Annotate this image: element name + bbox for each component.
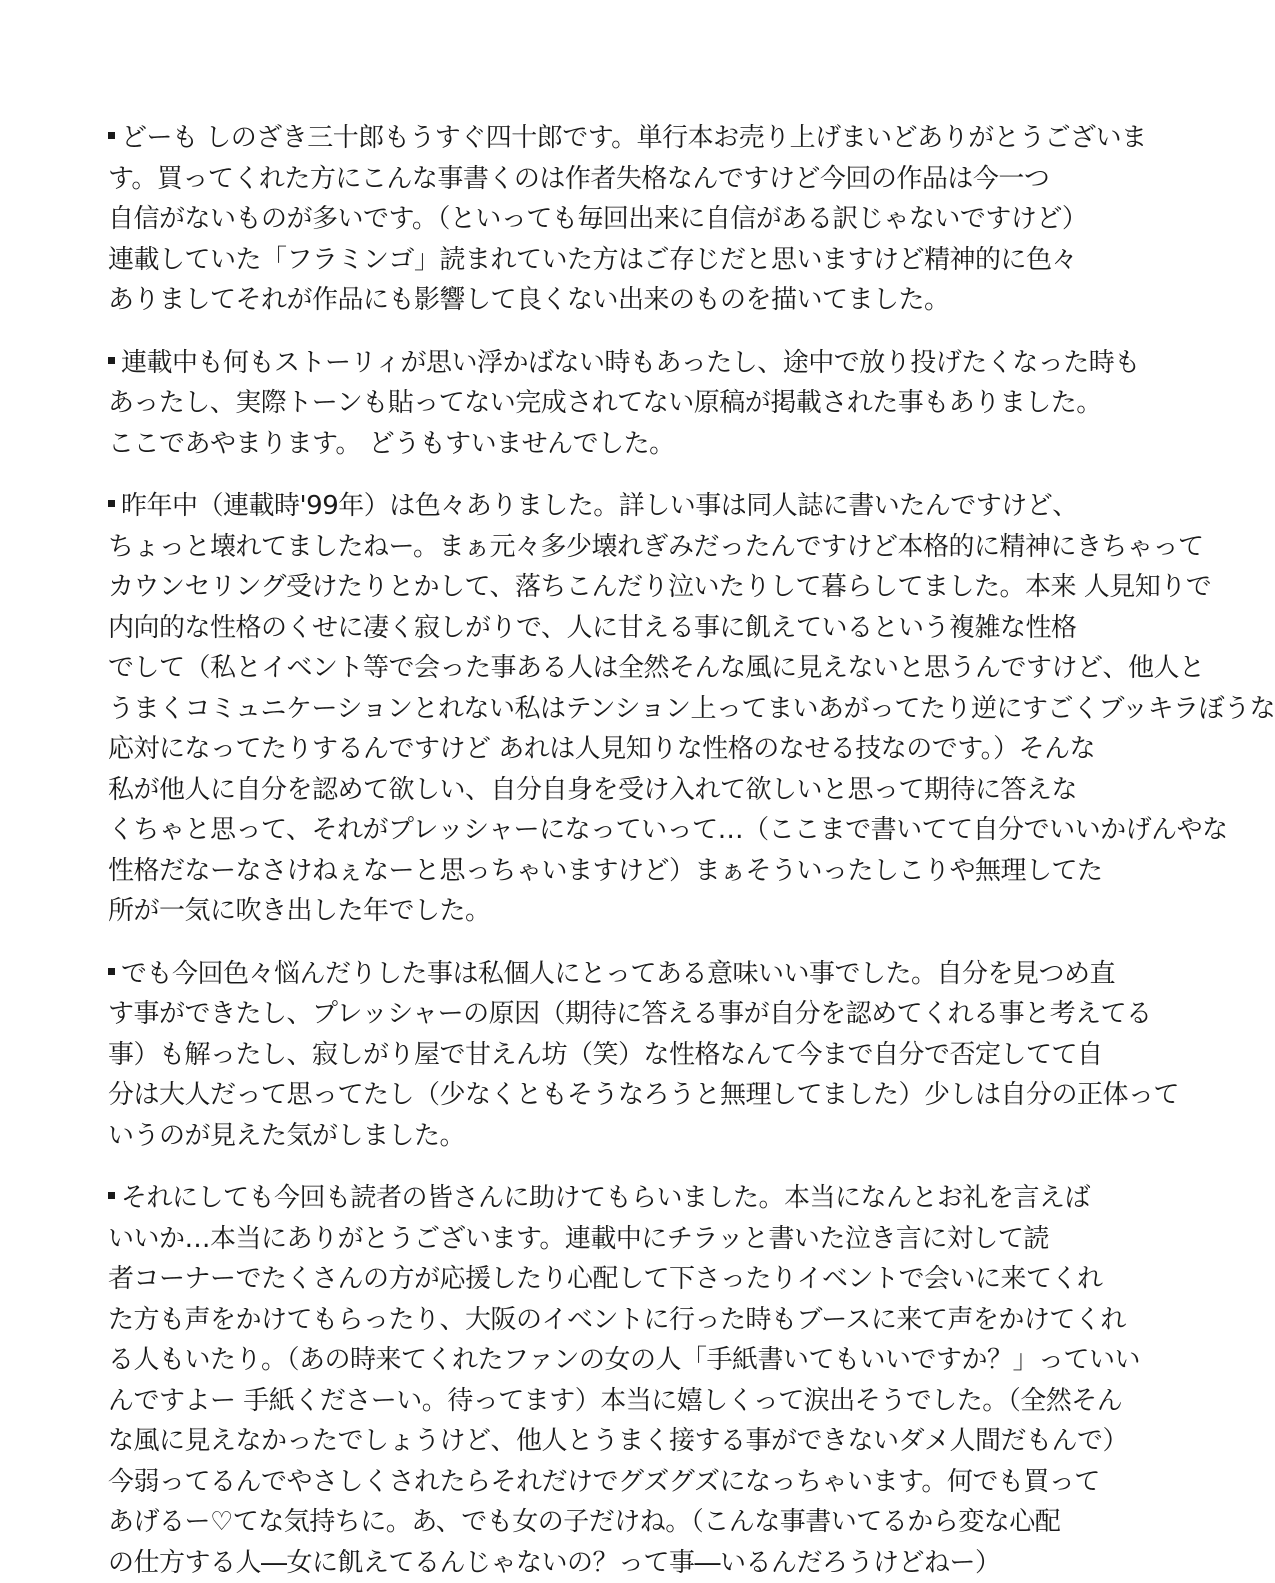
text-line: 私が他人に自分を認めて欲しい、自分自身を受け入れて欲しいと思って期待に答えな [108, 770, 940, 811]
text-line: くちゃと思って、それがプレッシャーになっていって…（ここまで書いてて自分でいいかげんやな [108, 810, 940, 851]
text-line: の仕方する人―女に飢えてるんじゃないの？って事―いるんだろうけどねー） [108, 1543, 940, 1583]
paragraph-1 [108, 118, 940, 321]
paragraph-4 [108, 954, 940, 1157]
text-line: でして（私とイベント等で会った事ある人は全然そんな風に見えないと思うんですけど、他人と [108, 648, 940, 689]
text-line: た方も声をかけてもらったり、大阪のイベントに行った時もブースに来て声をかけてくれ [108, 1300, 940, 1341]
text-line: あげるー♡てな気持ちに。あ、でも女の子だけね。（こんな事書いてるから変な心配 [108, 1502, 940, 1543]
text-line: な風に見えなかったでしょうけど、他人とうまく接する事ができないダメ人間だもんで） [108, 1421, 940, 1462]
text-line: 内向的な性格のくせに凄く寂しがりで、人に甘える事に飢えているという複雑な性格 [108, 608, 940, 649]
text-line: 今弱ってるんでやさしくされたらそれだけでグズグズになっちゃいます。何でも買って [108, 1462, 940, 1503]
text-line: す。買ってくれた方にこんな事書くのは作者失格なんですけど今回の作品は今一つ [108, 159, 940, 200]
text-line: ここであやまります。 どうもすいませんでした。 [108, 424, 940, 465]
paragraph-3 [108, 486, 940, 932]
text-line: ありましてそれが作品にも影響して良くない出来のものを描いてました。 [108, 280, 940, 321]
bullet-icon [108, 357, 115, 364]
text-line: る人もいたり。（あの時来てくれたファンの女の人「手紙書いてもいいですか？」っていい [108, 1340, 940, 1381]
text-line [108, 118, 940, 159]
text-line [108, 343, 940, 384]
text-line: 連載していた「フラミンゴ」読まれていた方はご存じだと思いますけど精神的に色々 [108, 240, 940, 281]
text-line-content: でも今回色々悩んだりした事は私個人にとってある意味いい事でした。自分を見つめ直 [121, 959, 1115, 989]
text-line: 性格だなーなさけねぇなーと思っちゃいますけど）まぁそういったしこりや無理してた [108, 851, 940, 892]
text-line [108, 486, 940, 527]
text-line: 分は大人だって思ってたし（少なくともそうなろうと無理してました）少しは自分の正体って [108, 1075, 940, 1116]
bullet-icon [108, 968, 115, 975]
text-line: いいか…本当にありがとうございます。連載中にチラッと書いた泣き言に対して読 [108, 1219, 940, 1260]
text-line: 者コーナーでたくさんの方が応援したり心配して下さったりイベントで会いに来てくれ [108, 1259, 940, 1300]
bullet-icon [108, 500, 115, 507]
bullet-icon [108, 1192, 115, 1199]
bullet-icon [108, 132, 115, 139]
text-line: ちょっと壊れてましたねー。まぁ元々多少壊れぎみだったんですけど本格的に精神にきちゃって [108, 527, 940, 568]
text-line: 事）も解ったし、寂しがり屋で甘えん坊（笑）な性格なんて今まで自分で否定してて自 [108, 1035, 940, 1076]
text-line: いうのが見えた気がしました。 [108, 1116, 940, 1157]
text-line [108, 954, 940, 995]
text-line: んですよー 手紙くださーい。待ってます）本当に嬉しくって涙出そうでした。（全然そん [108, 1381, 940, 1422]
text-line-content: どーも しのざき三十郎もうすぐ四十郎です。単行本お売り上げまいどありがとうございま [121, 123, 1147, 153]
paragraph-5 [108, 1178, 940, 1583]
text-line: あったし、実際トーンも貼ってない完成されてない原稿が掲載された事もありました。 [108, 383, 940, 424]
text-line: す事ができたし、プレッシャーの原因（期待に答える事が自分を認めてくれる事と考えてる [108, 994, 940, 1035]
text-line: 所が一気に吹き出した年でした。 [108, 891, 940, 932]
text-line-content: それにしても今回も読者の皆さんに助けてもらいました。本当になんとお礼を言えば [121, 1183, 1090, 1213]
text-line: 自信がないものが多いです。（といっても毎回出来に自信がある訳じゃないですけど） [108, 199, 940, 240]
paragraph-2 [108, 343, 940, 465]
text-line-content: 連載中も何もストーリィが思い浮かばない時もあったし、途中で放り投げたくなった時も [121, 348, 1140, 378]
text-line: 応対になってたりするんですけど あれは人見知りな性格のなせる技なのです。）そんな [108, 729, 940, 770]
text-line-content: 昨年中（連載時'99年）は色々ありました。詳しい事は同人誌に書いたんですけど、 [121, 491, 1078, 521]
text-line [108, 1178, 940, 1219]
text-line: カウンセリング受けたりとかして、落ちこんだり泣いたりして暮らしてました。本来 人見知りで [108, 567, 940, 608]
text-line: うまくコミュニケーションとれない私はテンション上ってまいあがってたり逆にすごくブッキラぼうな [108, 689, 940, 730]
